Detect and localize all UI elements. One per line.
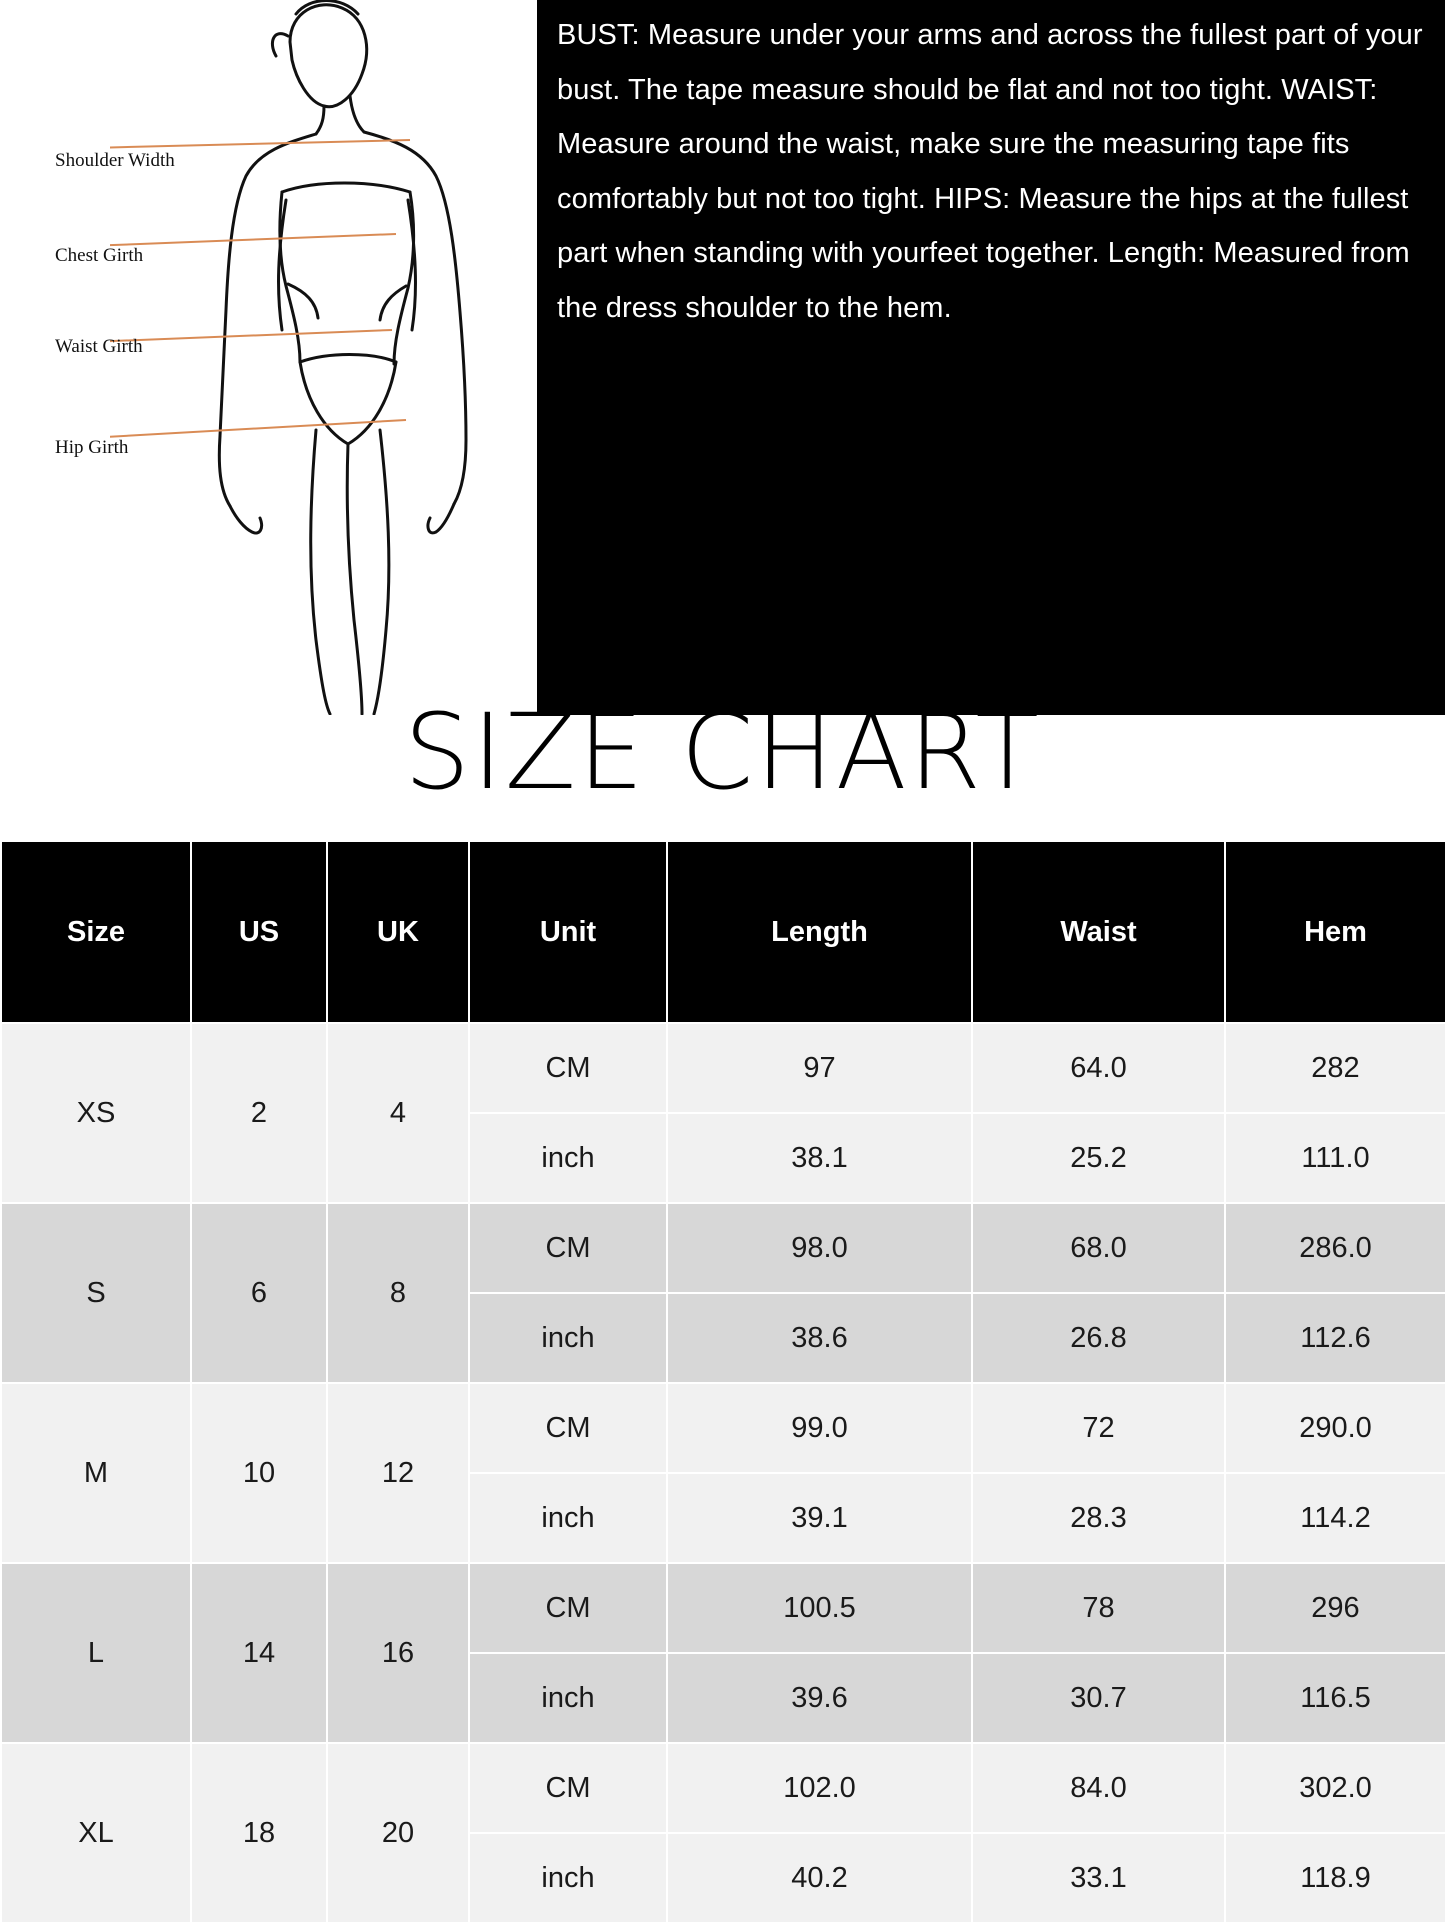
length-cell: 99.0 (667, 1383, 972, 1473)
length-cell: 40.2 (667, 1833, 972, 1923)
uk-cell: 20 (327, 1743, 469, 1923)
table-row (1, 1743, 1445, 1833)
uk-cell: 4 (327, 1023, 469, 1203)
page-title-wrap (0, 691, 1445, 813)
unit-cell: inch (469, 1113, 667, 1203)
table-body (1, 1023, 1445, 1923)
size-cell: XL (1, 1743, 191, 1923)
waist-cell: 28.3 (972, 1473, 1225, 1563)
waist-cell: 26.8 (972, 1293, 1225, 1383)
column-header-unit: Unit (469, 841, 667, 1023)
length-cell: 97 (667, 1023, 972, 1113)
unit-cell: CM (469, 1023, 667, 1113)
table-row (1, 1023, 1445, 1113)
body-diagram (0, 0, 540, 715)
unit-cell: CM (469, 1383, 667, 1473)
length-cell: 102.0 (667, 1743, 972, 1833)
unit-cell: CM (469, 1563, 667, 1653)
length-cell: 38.6 (667, 1293, 972, 1383)
unit-cell: inch (469, 1473, 667, 1563)
size-cell: L (1, 1563, 191, 1743)
waist-cell: 78 (972, 1563, 1225, 1653)
unit-cell: CM (469, 1743, 667, 1833)
page-title: SIZE CHART (404, 691, 1041, 813)
hem-cell: 282 (1225, 1023, 1445, 1113)
table-row (1, 1203, 1445, 1293)
us-cell: 18 (191, 1743, 327, 1923)
size-cell: M (1, 1383, 191, 1563)
length-cell: 100.5 (667, 1563, 972, 1653)
label-waist-girth: Waist Girth (55, 336, 143, 357)
size-chart-table-wrap (0, 840, 1445, 1924)
hem-cell: 112.6 (1225, 1293, 1445, 1383)
uk-cell: 8 (327, 1203, 469, 1383)
waist-cell: 30.7 (972, 1653, 1225, 1743)
uk-cell: 16 (327, 1563, 469, 1743)
hem-cell: 302.0 (1225, 1743, 1445, 1833)
length-cell: 38.1 (667, 1113, 972, 1203)
waist-cell: 72 (972, 1383, 1225, 1473)
size-chart-table (0, 840, 1445, 1924)
column-header-us: US (191, 841, 327, 1023)
column-header-length: Length (667, 841, 972, 1023)
hem-cell: 116.5 (1225, 1653, 1445, 1743)
column-header-size: Size (1, 841, 191, 1023)
unit-cell: inch (469, 1653, 667, 1743)
column-header-hem: Hem (1225, 841, 1445, 1023)
hem-cell: 290.0 (1225, 1383, 1445, 1473)
size-cell: XS (1, 1023, 191, 1203)
us-cell: 10 (191, 1383, 327, 1563)
hem-cell: 118.9 (1225, 1833, 1445, 1923)
us-cell: 6 (191, 1203, 327, 1383)
header-section (0, 0, 1445, 715)
hem-cell: 114.2 (1225, 1473, 1445, 1563)
hem-cell: 286.0 (1225, 1203, 1445, 1293)
unit-cell: inch (469, 1293, 667, 1383)
waist-cell: 68.0 (972, 1203, 1225, 1293)
waist-cell: 64.0 (972, 1023, 1225, 1113)
label-hip-girth: Hip Girth (55, 437, 129, 458)
length-cell: 39.6 (667, 1653, 972, 1743)
length-cell: 39.1 (667, 1473, 972, 1563)
us-cell: 2 (191, 1023, 327, 1203)
unit-cell: CM (469, 1203, 667, 1293)
uk-cell: 12 (327, 1383, 469, 1563)
column-header-uk: UK (327, 841, 469, 1023)
table-row (1, 1383, 1445, 1473)
waist-cell: 84.0 (972, 1743, 1225, 1833)
length-cell: 98.0 (667, 1203, 972, 1293)
unit-cell: inch (469, 1833, 667, 1923)
measuring-instructions: BUST: Measure under your arms and across the fullest part of your bust. The tape measure should be flat and not too tight. WAIST: Measure around the waist, make sure the measuring tape fits comfortably but not too tight. HIPS: Measure the hips at the fullest part when standing with yourfeet together. Length: Measured from the dress shoulder to the hem. (537, 0, 1445, 715)
table-row (1, 1563, 1445, 1653)
waist-cell: 33.1 (972, 1833, 1225, 1923)
size-cell: S (1, 1203, 191, 1383)
column-header-waist: Waist (972, 841, 1225, 1023)
us-cell: 14 (191, 1563, 327, 1743)
table-header-row (1, 841, 1445, 1023)
label-chest-girth: Chest Girth (55, 245, 144, 266)
hem-cell: 296 (1225, 1563, 1445, 1653)
hem-cell: 111.0 (1225, 1113, 1445, 1203)
waist-cell: 25.2 (972, 1113, 1225, 1203)
label-shoulder-width: Shoulder Width (55, 150, 175, 171)
female-body-figure-icon (110, 0, 530, 715)
